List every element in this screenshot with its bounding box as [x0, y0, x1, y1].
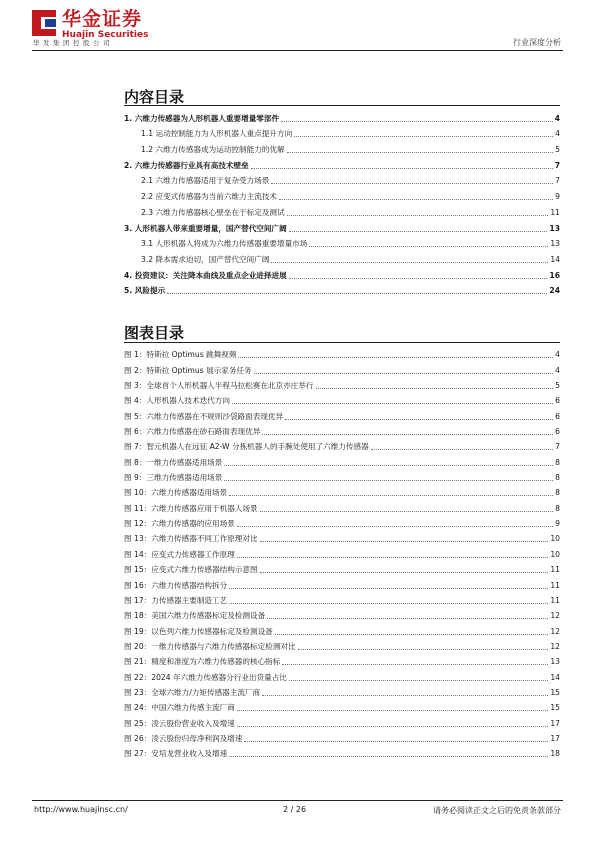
toc-entry[interactable]	[124, 139, 560, 155]
toc-entry-page: 4	[554, 113, 560, 123]
toc-entry[interactable]	[124, 218, 560, 234]
figure-entry-label: 图 6：六维力传感器在砂石路面表现优异	[124, 427, 261, 437]
toc-entry-label: 3.1 人形机器人将成为六维力传感器重要增量市场	[141, 239, 308, 249]
figure-entry-label: 图 14：应变式力传感器工作原理	[124, 549, 235, 559]
toc-entry-page: 7	[555, 176, 560, 186]
figure-entry-page: 12	[550, 626, 560, 636]
figure-entry-label: 图 26：凌云股份归母净利润及增速	[124, 733, 243, 743]
figure-entry[interactable]	[124, 621, 560, 636]
contents-title: 内容目录	[124, 88, 185, 106]
toc-entry-page: 13	[549, 223, 560, 233]
figure-entry-label: 图 5：六维力传感器在不规则沙袋路面表现优异	[124, 411, 284, 421]
toc-entry-page: 9	[555, 192, 560, 202]
toc-entry-label: 3. 人形机器人带来重要增量，国产替代空间广阔	[124, 223, 287, 233]
toc-entry-label: 4. 投资建议：关注降本曲线及重点企业进择进展	[124, 270, 287, 280]
dot-leader	[262, 695, 548, 696]
figure-entry[interactable]	[124, 575, 560, 590]
figure-entry-page: 11	[550, 565, 560, 575]
figure-entry-label: 图 8：一维力传感器适用场景	[124, 457, 223, 467]
dot-leader	[229, 588, 548, 589]
figures-title: 图表目录	[124, 324, 185, 342]
dot-leader	[262, 434, 553, 435]
figure-entry-page: 11	[550, 595, 560, 605]
figure-entry-label: 图 17：力传感器主要制造工艺	[124, 595, 228, 605]
logo-mark-icon	[32, 8, 58, 38]
figure-entry-page: 4	[555, 350, 560, 360]
figure-entry[interactable]	[124, 376, 560, 391]
toc-entry[interactable]	[124, 281, 560, 297]
figure-entry-page: 8	[555, 457, 560, 467]
toc-entry[interactable]	[124, 186, 560, 202]
toc-entry-page: 24	[549, 286, 560, 296]
figure-entry-label: 图 9：三维力传感器适用场景	[124, 473, 223, 483]
figure-entry-label: 图 22：2024 年六维力传感器分行业出货量占比	[124, 672, 287, 682]
dot-leader	[281, 121, 553, 122]
figure-entry-page: 4	[555, 365, 560, 375]
page-header	[0, 0, 595, 60]
toc-entry[interactable]	[124, 265, 560, 281]
figure-entry[interactable]	[124, 391, 560, 406]
figure-entry[interactable]	[124, 698, 560, 713]
figure-entry-page: 17	[550, 718, 560, 728]
toc-entry-label: 1.1 运动控制能力为人形机器人重点提升方向	[141, 129, 293, 139]
figure-entry[interactable]	[124, 514, 560, 529]
page-footer	[0, 800, 595, 820]
figure-entry-page: 8	[555, 473, 560, 483]
dot-leader	[279, 199, 553, 200]
toc-entry-label: 2.3 六维力传感器核心壁垒在于标定及测试	[141, 207, 285, 217]
logo-chinese-name: 华金证券	[62, 8, 143, 30]
dot-leader	[237, 726, 549, 727]
figure-entry-label: 图 13：六维力传感器不同工作原理对比	[124, 534, 258, 544]
dot-leader	[251, 168, 553, 169]
dot-leader	[229, 603, 548, 604]
toc-entry-label: 1.2 六维力传感器成为运动控制能力的优解	[141, 145, 285, 155]
figure-entry-label: 图 3：全球首个人形机器人半程马拉松赛在北京亦庄举行	[124, 381, 314, 391]
figure-entry-page: 11	[550, 580, 560, 590]
dot-leader	[224, 465, 553, 466]
toc-entry[interactable]	[124, 249, 560, 265]
figure-entry[interactable]	[124, 652, 560, 667]
toc-entry[interactable]	[124, 202, 560, 218]
dot-leader	[229, 756, 548, 757]
toc-entry-page: 7	[554, 160, 560, 170]
contents-title-divider	[124, 105, 560, 106]
figure-entry-label: 图 2：特斯拉 Optimus 展示家务任务	[124, 365, 252, 375]
figure-entry[interactable]	[124, 591, 560, 606]
figure-entry-page: 12	[550, 641, 560, 651]
figure-entry-label: 图 18：美国六维力传感器标定及检测设备	[124, 611, 266, 621]
dot-leader	[237, 557, 549, 558]
dot-leader	[282, 664, 548, 665]
logo-subtitle: 华发集团控股公司	[33, 39, 113, 47]
toc-entry[interactable]	[124, 155, 560, 171]
dot-leader	[275, 634, 549, 635]
toc-entry[interactable]	[124, 234, 560, 250]
figure-entry-label: 图 20：一维力传感器与六维力传感器标定检测对比	[124, 641, 296, 651]
toc-entry-label: 3.2 降本需求迫切，国产替代空间广阔	[141, 254, 270, 264]
toc-entry[interactable]	[124, 171, 560, 187]
toc-entry-page: 4	[555, 129, 560, 139]
figure-entry-label: 图 27：安培龙营业收入及增速	[124, 749, 228, 759]
figure-entry-label: 图 19：以色列六维力传感器标定及检测设备	[124, 626, 273, 636]
dot-leader	[229, 495, 553, 496]
figure-entry[interactable]	[124, 606, 560, 621]
dot-leader	[237, 710, 549, 711]
dot-leader	[287, 215, 549, 216]
dot-leader	[167, 293, 547, 294]
dot-leader	[238, 357, 553, 358]
dot-leader	[271, 262, 548, 263]
figure-entry[interactable]	[124, 406, 560, 421]
toc-entry[interactable]	[124, 124, 560, 140]
figure-entry[interactable]	[124, 360, 560, 375]
dot-leader	[224, 480, 553, 481]
report-type-tag: 行业深度分析	[513, 38, 561, 47]
figure-entry-label: 图 21：精度和准度为六维力传感器的核心指标	[124, 657, 281, 667]
toc-entry-page: 14	[550, 254, 560, 264]
figure-entry[interactable]	[124, 529, 560, 544]
list-of-figures	[124, 345, 560, 759]
figure-entry-page: 5	[555, 381, 560, 391]
figure-entry-label: 图 4：人形机器人技术迭代方向	[124, 396, 230, 406]
header-divider	[32, 50, 563, 51]
toc-entry-page: 5	[555, 145, 560, 155]
logo-english-name: Huajin Securities	[62, 30, 149, 40]
dot-leader	[298, 649, 549, 650]
figure-entry-page: 18	[550, 749, 560, 759]
figure-entry-label: 图 1：特斯拉 Optimus 跳舞视频	[124, 350, 237, 360]
figure-entry-page: 17	[550, 733, 560, 743]
figure-entry-label: 图 7：智元机器人在远征 A2-W 分拣机器人的手腕处使用了六维力传感器	[124, 442, 369, 452]
dot-leader	[260, 541, 549, 542]
dot-leader	[260, 572, 549, 573]
figure-entry-page: 10	[550, 534, 560, 544]
figure-entry[interactable]	[124, 437, 560, 452]
figure-entry-label: 图 23：全球六维力/力矩传感器主流厂商	[124, 687, 261, 697]
toc-entry-label: 2.1 六维力传感器适用于复杂受力场景	[141, 176, 270, 186]
table-of-contents	[124, 108, 560, 296]
dot-leader	[294, 136, 553, 137]
toc-entry-page: 16	[549, 270, 560, 280]
dot-leader	[254, 373, 554, 374]
toc-entry-label: 1. 六维力传感器为人形机器人重要增量零部件	[124, 113, 280, 123]
figure-entry[interactable]	[124, 544, 560, 559]
figure-entry[interactable]	[124, 637, 560, 652]
figure-entry[interactable]	[124, 683, 560, 698]
figure-entry-label: 图 12：六维力传感器的应用场景	[124, 519, 235, 529]
figure-entry-page: 6	[555, 427, 560, 437]
figure-entry[interactable]	[124, 744, 560, 759]
dot-leader	[309, 246, 548, 247]
figure-entry-label: 图 11：六维力传感器应用于机器人场景	[124, 503, 258, 513]
figure-entry[interactable]	[124, 483, 560, 498]
dot-leader	[260, 511, 554, 512]
figure-entry-page: 7	[555, 442, 560, 452]
footer-website-link[interactable]: http://www.huajinsc.cn/	[34, 805, 128, 814]
dot-leader	[289, 680, 548, 681]
dot-leader	[232, 403, 553, 404]
figure-entry-page: 6	[555, 411, 560, 421]
figure-entry[interactable]	[124, 422, 560, 437]
figure-entry[interactable]	[124, 729, 560, 744]
figure-entry[interactable]	[124, 345, 560, 360]
toc-entry-label: 5. 风险提示	[124, 286, 166, 296]
dot-leader	[289, 278, 548, 279]
dot-leader	[289, 231, 548, 232]
figure-entry-page: 10	[550, 549, 560, 559]
disclaimer-note: 请务必阅读正文之后的免责条款部分	[433, 806, 561, 815]
figure-entry-page: 9	[555, 519, 560, 529]
figure-entry-page: 12	[550, 611, 560, 621]
figure-entry-page: 6	[555, 396, 560, 406]
figure-entry-page: 13	[550, 657, 560, 667]
figure-entry[interactable]	[124, 498, 560, 513]
figure-entry[interactable]	[124, 667, 560, 682]
dot-leader	[371, 449, 553, 450]
figure-entry-label: 图 10：六维力传感器适用场景	[124, 488, 228, 498]
figure-entry-page: 14	[550, 672, 560, 682]
toc-entry-label: 2.2 应变式传感器为当前六维力主流技术	[141, 192, 277, 202]
footer-divider	[32, 800, 563, 801]
figure-entry-label: 图 15：应变式六维力传感器结构示意图	[124, 565, 258, 575]
dot-leader	[287, 152, 554, 153]
figure-entry-page: 15	[550, 687, 560, 697]
figure-entry-label: 图 16：六维力传感器结构拆分	[124, 580, 228, 590]
dot-leader	[267, 618, 548, 619]
page-number: 2 / 26	[283, 805, 307, 814]
dot-leader	[271, 183, 553, 184]
dot-leader	[316, 388, 554, 389]
dot-leader	[237, 526, 553, 527]
figure-entry[interactable]	[124, 452, 560, 467]
toc-entry-page: 11	[550, 207, 560, 217]
dot-leader	[244, 741, 548, 742]
figure-entry[interactable]	[124, 468, 560, 483]
figure-entry[interactable]	[124, 713, 560, 728]
toc-entry-page: 13	[550, 239, 560, 249]
figure-entry-page: 15	[550, 703, 560, 713]
figure-entry[interactable]	[124, 560, 560, 575]
toc-entry[interactable]	[124, 108, 560, 124]
figure-entry-label: 图 25：凌云股份营业收入及增速	[124, 718, 235, 728]
figures-title-divider	[124, 342, 560, 343]
figure-entry-page: 8	[555, 488, 560, 498]
dot-leader	[285, 419, 553, 420]
figure-entry-page: 8	[555, 503, 560, 513]
figure-entry-label: 图 24：中国六维力传感主流厂商	[124, 703, 235, 713]
toc-entry-label: 2. 六维力传感器行业具有高技术壁垒	[124, 160, 249, 170]
